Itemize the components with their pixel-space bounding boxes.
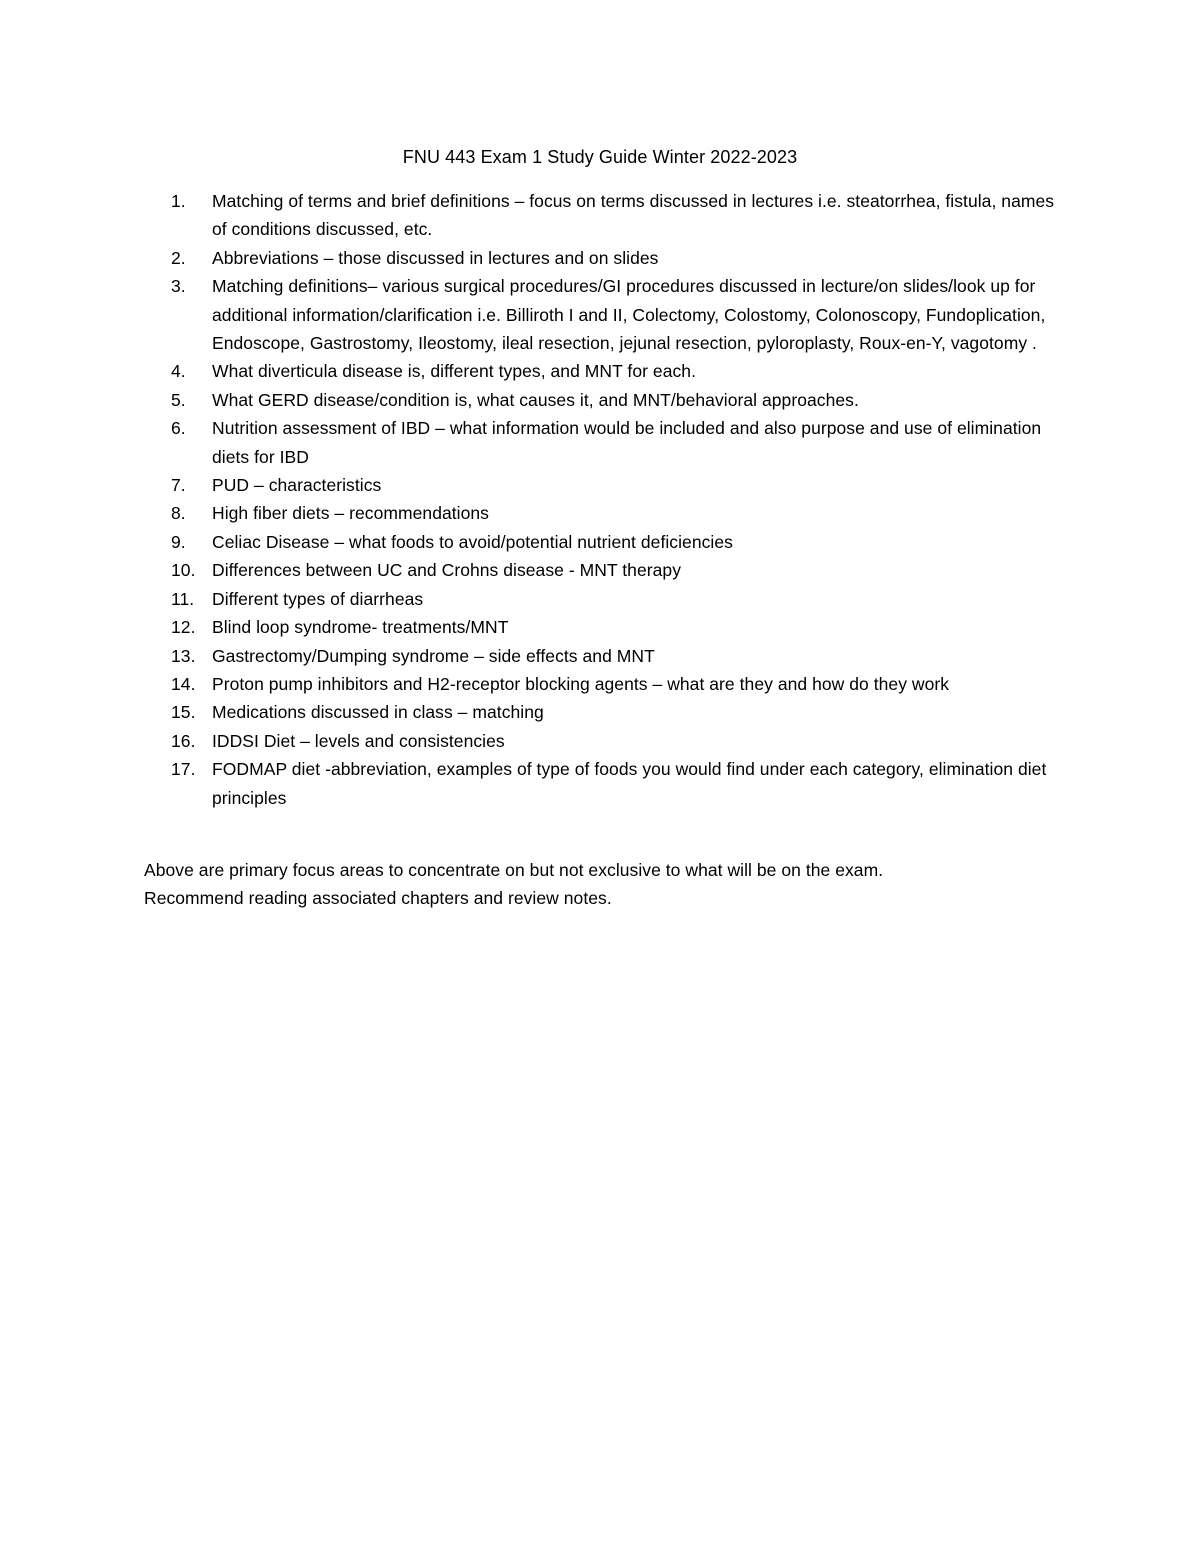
- list-item-text: Nutrition assessment of IBD – what information would be included and also purpose and use of elimination diets for IBD: [212, 418, 1042, 467]
- list-item-text: Matching definitions– various surgical procedures/GI procedures discussed in lecture/on slides/look up for additional information/clarification i.e. Billiroth I and II, Colectomy, Colostomy, Colonoscopy, Fundoplication, Endoscope, Gastrostomy, Ileostomy, ileal resection, jejunal resection, pyloroplasty, Roux-en-Y, vagotomy .: [212, 276, 1046, 354]
- list-item-number: 8.: [171, 503, 186, 524]
- list-item: [144, 499, 1064, 527]
- list-item-text: IDDSI Diet – levels and consistencies: [212, 730, 505, 751]
- list-item: [144, 585, 1064, 613]
- study-guide-list: [144, 187, 1064, 812]
- list-item-number: 6.: [171, 418, 186, 439]
- closing-line: Above are primary focus areas to concentrate on but not exclusive to what will be on the exam.: [144, 860, 884, 880]
- list-item-number: 15.: [171, 702, 196, 723]
- list-item: [144, 528, 1064, 556]
- list-item: [144, 698, 1064, 726]
- list-item-number: 7.: [171, 475, 186, 496]
- list-item: [144, 187, 1064, 244]
- list-item-number: 13.: [171, 645, 196, 666]
- list-item-number: 11.: [171, 588, 195, 609]
- list-item-number: 16.: [171, 730, 196, 751]
- list-item-text: PUD – characteristics: [212, 475, 382, 496]
- list-item-number: 14.: [171, 673, 196, 694]
- list-item: [144, 727, 1064, 755]
- list-item: [144, 272, 1064, 357]
- list-item-text: Proton pump inhibitors and H2-receptor blocking agents – what are they and how do they work: [212, 673, 950, 694]
- list-item-text: What GERD disease/condition is, what causes it, and MNT/behavioral approaches.: [212, 389, 859, 410]
- list-item-text: Matching of terms and brief definitions – focus on terms discussed in lectures i.e. steatorrhea, fistula, names of conditions discussed, etc.: [212, 191, 1055, 240]
- document-title: FNU 443 Exam 1 Study Guide Winter 2022-2023: [402, 147, 798, 167]
- list-item-text: Blind loop syndrome- treatments/MNT: [212, 617, 509, 638]
- list-item-number: 12.: [171, 617, 196, 638]
- list-item-number: 4.: [171, 361, 186, 382]
- list-item-text: What diverticula disease is, different types, and MNT for each.: [212, 361, 696, 382]
- list-item: [144, 670, 1064, 698]
- list-item: [144, 414, 1064, 471]
- closing-note: [144, 856, 1064, 913]
- list-item-text: Celiac Disease – what foods to avoid/potential nutrient deficiencies: [212, 531, 733, 552]
- list-item-text: Medications discussed in class – matching: [212, 702, 544, 723]
- list-item: [144, 613, 1064, 641]
- list-item: [144, 755, 1064, 812]
- list-item-number: 10.: [171, 560, 196, 581]
- list-item-number: 9.: [171, 531, 186, 552]
- list-item-text: FODMAP diet -abbreviation, examples of type of foods you would find under each category, elimination diet principles: [212, 759, 1047, 808]
- list-item-number: 1.: [171, 191, 186, 211]
- list-item: [144, 471, 1064, 499]
- list-item: [144, 357, 1064, 385]
- list-item-text: Different types of diarrheas: [212, 588, 424, 609]
- list-item-text: Differences between UC and Crohns disease - MNT therapy: [212, 560, 681, 581]
- closing-line: Recommend reading associated chapters and review notes.: [144, 888, 612, 909]
- list-item-number: 17.: [171, 759, 196, 780]
- list-item-text: Abbreviations – those discussed in lectures and on slides: [212, 247, 659, 268]
- list-item: [144, 386, 1064, 414]
- list-item-number: 2.: [171, 247, 186, 268]
- list-item: [144, 642, 1064, 670]
- list-item-number: 3.: [171, 276, 186, 297]
- list-item-number: 5.: [171, 389, 186, 410]
- list-item: [144, 556, 1064, 584]
- list-item-text: High fiber diets – recommendations: [212, 503, 489, 524]
- list-item-text: Gastrectomy/Dumping syndrome – side effects and MNT: [212, 645, 655, 666]
- list-item: [144, 244, 1064, 272]
